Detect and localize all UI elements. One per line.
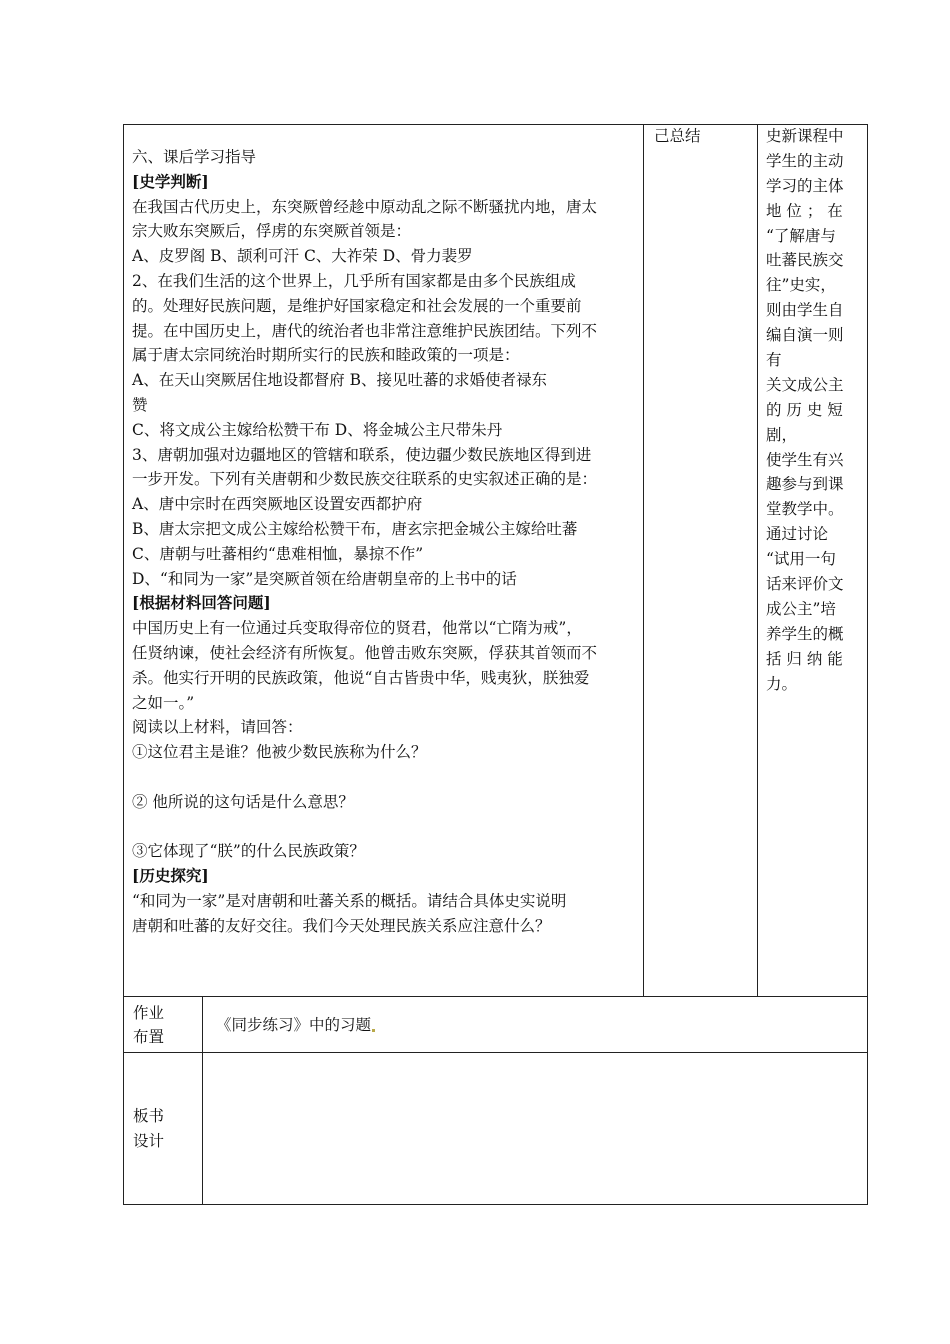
notes-line: 养学生的概 — [766, 624, 844, 643]
main-line: ③它体现了“朕”的什么民族政策？ — [132, 842, 365, 861]
notes-line: 成公主”培 — [766, 599, 836, 618]
teaching-notes — [766, 124, 862, 696]
main-line: A、皮罗阁 B、颉利可汗 C、大祚荣 D、骨力裴罗 — [132, 247, 473, 266]
main-line: 2、在我们生活的这个世界上，几乎所有国家都是由多个民族组成 — [132, 271, 576, 290]
notes-line: “了解唐与 — [766, 226, 836, 245]
main-line: 的。处理好民族问题，是维护好国家稳定和社会发展的一个重要前 — [132, 296, 582, 315]
notes-line: 趣参与到课 — [766, 475, 844, 494]
notes-line: 使学生有兴 — [766, 450, 844, 469]
main-line: A、唐中宗时在西突厥地区设置安西都护府 — [132, 495, 423, 514]
homework-label-line1: 作业 — [133, 1004, 165, 1022]
main-line: 3、唐朝加强对边疆地区的管辖和联系，使边疆少数民族地区得到进 — [132, 445, 592, 464]
mid-column-header: 己总结 — [654, 127, 701, 145]
marker-dot — [372, 1029, 375, 1032]
main-content — [132, 145, 637, 939]
notes-line: 力。 — [766, 674, 798, 693]
main-line: 在我国古代历史上，东突厥曾经趁中原动乱之际不断骚扰内地，唐太 — [132, 197, 598, 216]
main-line: B、唐太宗把文成公主嫁给松赞干布，唐玄宗把金城公主嫁给吐蕃 — [132, 519, 578, 538]
main-line: “和同为一家”是对唐朝和吐蕃关系的概括。请结合具体史实说明 — [132, 891, 567, 910]
homework-content-text: 《同步练习》中的习题 — [216, 1016, 372, 1034]
notes-line: 往”史实， — [766, 276, 836, 295]
main-line: A、在天山突厥居住地设都督府 B、接见吐蕃的求婚使者禄东 — [132, 371, 548, 390]
table-right-border — [867, 124, 868, 1205]
main-line: 之如一。” — [132, 693, 195, 712]
label-divider — [202, 996, 203, 1205]
notes-line: 学生的主动 — [766, 151, 844, 170]
main-line: 唐朝和吐蕃的友好交往。我们今天处理民族关系应注意什么？ — [132, 916, 551, 935]
main-line: 六、课后学习指导 — [132, 148, 257, 166]
notes-line: 学习的主体 — [766, 176, 844, 195]
main-line: 中国历史上有一位通过兵变取得帝位的贤君，他常以“亡隋为戒”， — [132, 619, 582, 638]
main-line: ② 他所说的这句话是什么意思？ — [132, 792, 354, 811]
homework-content — [216, 1013, 376, 1038]
main-line: [史学判断] — [132, 171, 209, 191]
main-line: 提。在中国历史上，唐代的统治者也非常注意维护民族团结。下列不 — [132, 321, 598, 340]
main-divider — [643, 124, 644, 997]
notes-line: 的 历 史 短 — [766, 400, 843, 419]
notes-line: 话来评价文 — [766, 575, 844, 594]
notes-line: 地 位 ； 在 — [766, 201, 843, 220]
table-bottom-border — [123, 1204, 868, 1205]
notes-line: 关文成公主 — [766, 375, 844, 394]
main-line — [132, 765, 637, 790]
homework-label-line2: 布置 — [133, 1028, 165, 1046]
main-line: 一步开发。下列有关唐朝和少数民族交往联系的史实叙述正确的是： — [132, 470, 598, 489]
table-left-border — [123, 124, 124, 1205]
main-line: 属于唐太宗同统治时期所实行的民族和睦政策的一项是： — [132, 346, 520, 365]
main-line: D、“和同为一家”是突厥首领在给唐朝皇帝的上书中的话 — [132, 569, 517, 588]
main-line: 宗大败东突厥后，俘虏的东突厥首领是： — [132, 222, 412, 241]
board-top-border — [123, 1052, 868, 1053]
notes-line: 编自演一则 — [766, 326, 844, 345]
main-line — [132, 815, 637, 840]
main-line: 阅读以上材料，请回答： — [132, 718, 303, 737]
main-line: [根据材料回答问题] — [132, 593, 271, 613]
main-line: 杀。他实行开明的民族政策，他说“自古皆贵中华，贱夷狄，朕独爱 — [132, 668, 590, 687]
notes-line: 剧， — [766, 425, 798, 444]
notes-line: 堂教学中。 — [766, 500, 844, 519]
main-line: 赞 — [132, 395, 148, 414]
main-line: C、唐朝与吐蕃相约“患难相恤，暴掠不作” — [132, 544, 424, 563]
main-line: C、将文成公主嫁给松赞干布 D、将金城公主尺带朱丹 — [132, 420, 503, 439]
notes-line: 则由学生自 — [766, 301, 844, 320]
main-line: 任贤纳谏，使社会经济有所恢复。他曾击败东突厥，俘获其首领而不 — [132, 643, 598, 662]
main-line: ①这位君主是谁？他被少数民族称为什么？ — [132, 743, 427, 762]
notes-line: 有 — [766, 351, 782, 370]
notes-line: 史新课程中 — [766, 127, 844, 145]
board-label-line2: 设计 — [133, 1132, 165, 1150]
mid-divider — [757, 124, 758, 997]
notes-line: 吐蕃民族交 — [766, 251, 844, 270]
board-label-line1: 板书 — [133, 1107, 165, 1125]
notes-line: “试用一句 — [766, 550, 836, 569]
main-line: [历史探究] — [132, 866, 209, 886]
notes-line: 括 归 纳 能 — [766, 649, 843, 668]
notes-line: 通过讨论 — [766, 525, 829, 544]
